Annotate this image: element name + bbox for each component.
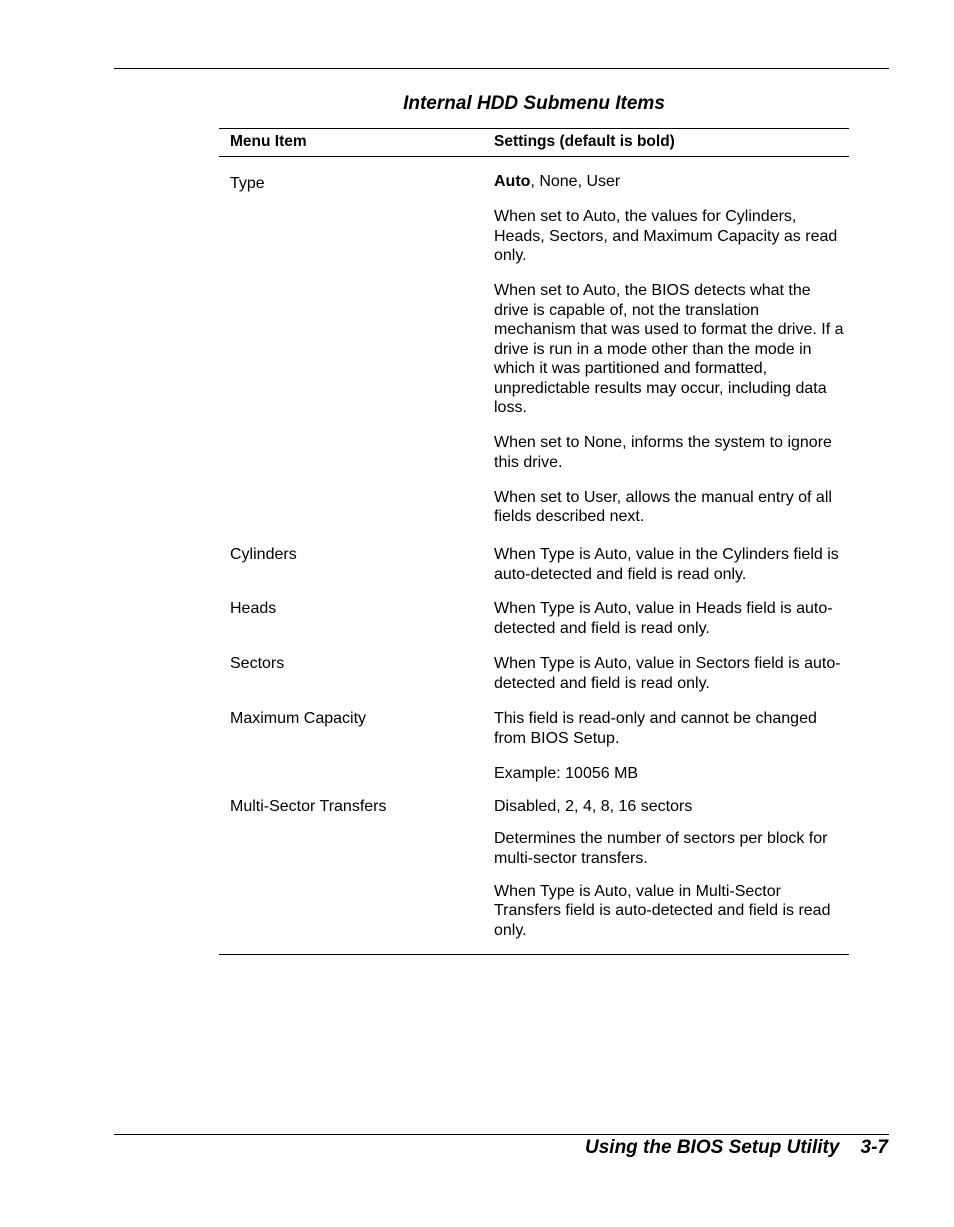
row-label: Cylinders [230,546,297,563]
settings-paragraph: When set to Auto, the BIOS detects what the drive is capable of, not the translation mechanism that was used to format the drive. If a drive is run in a mode other than the mode in which it was partitioned and formatted, unpredictable results may occur, including data loss. [494,282,844,416]
other-options: , None, User [530,173,621,190]
settings-paragraph: When Type is Auto, value in Sectors field is auto-detected and field is read only. [494,655,841,692]
footer-rule [114,1134,889,1135]
footer-section-title: Using the BIOS Setup Utility [585,1137,840,1158]
settings-paragraph: When set to User, allows the manual entry of all fields described next. [494,488,832,525]
settings-paragraph: Example: 10056 MB [494,764,639,782]
page-number: 3-7 [860,1137,888,1158]
row-label: Sectors [230,655,285,672]
row-label: Type [230,175,265,192]
row-settings [494,709,844,783]
settings-options [494,172,844,192]
table-bottom-rule [219,954,849,955]
settings-paragraph: When Type is Auto, value in the Cylinders field is auto-detected and field is read only. [494,546,839,583]
settings-paragraph: This field is read-only and cannot be changed from BIOS Setup. [494,710,817,747]
settings-paragraph: Determines the number of sectors per block for multi-sector transfers. [494,830,828,867]
row-settings [494,172,844,527]
table-header-rule [219,156,849,157]
settings-paragraph: Disabled, 2, 4, 8, 16 sectors [494,798,693,815]
header-menu-item: Menu Item [230,133,307,150]
row-settings [494,545,844,584]
row-label: Maximum Capacity [230,710,367,727]
header-settings: Settings (default is bold) [494,133,675,150]
settings-paragraph: When set to Auto, the values for Cylinders, Heads, Sectors, and Maximum Capacity as read only. [494,208,838,264]
settings-paragraph: When Type is Auto, value in Heads field is auto-detected and field is read only. [494,600,833,637]
table-title: Internal HDD Submenu Items [403,93,665,114]
settings-paragraph: When set to None, informs the system to ignore this drive. [494,434,832,471]
row-label: Multi-Sector Transfers [230,798,387,815]
page-footer [585,1136,888,1160]
row-settings [494,797,844,940]
table-top-rule [219,128,849,129]
row-label: Heads [230,600,277,617]
top-rule [114,68,889,69]
settings-paragraph: When Type is Auto, value in Multi-Sector Transfers field is auto-detected and field is read only. [494,882,831,939]
row-settings [494,654,844,693]
row-settings [494,599,844,638]
default-option: Auto [494,173,531,190]
